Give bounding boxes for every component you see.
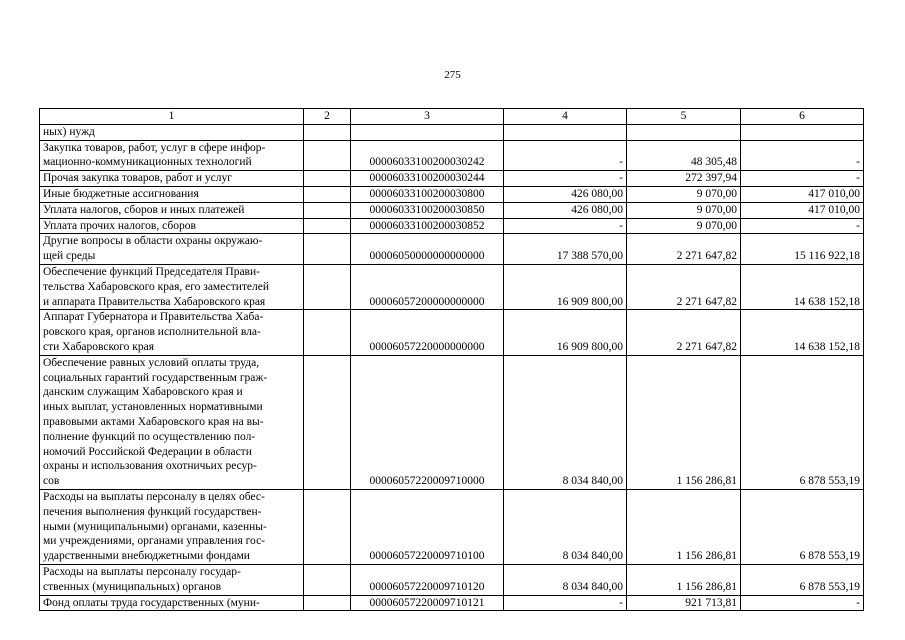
row-name-line: Иные бюджетные ассигнования [43, 187, 199, 200]
row-name-line: ударственными внебюджетными фондами [43, 550, 250, 563]
table-row [40, 489, 864, 564]
row-col2 [304, 124, 351, 140]
row-name-line: Уплата налогов, сборов и иных платежей [43, 203, 245, 216]
row-col2 [304, 186, 351, 202]
table-row [40, 140, 864, 171]
row-code: 00006057220009710000 [351, 355, 504, 489]
row-code: 00006033100200030242 [351, 140, 504, 171]
row-col2 [304, 264, 351, 309]
row-name-line: Обеспечение равных условий оплаты труда, [43, 356, 260, 369]
row-name-line: сов [43, 475, 60, 488]
table-row [40, 234, 864, 265]
row-code: 00006057220009710120 [351, 564, 504, 595]
row-col2 [304, 310, 351, 355]
row-name-line: сти Хабаровского края [43, 340, 155, 353]
row-col2 [304, 202, 351, 218]
row-value-5: 9 070,00 [627, 186, 741, 202]
row-name-line: печения выполнения функций государствен- [43, 505, 262, 518]
table-row [40, 202, 864, 218]
row-col2 [304, 218, 351, 234]
row-code: 00006057220000000000 [351, 310, 504, 355]
row-value-4: 426 080,00 [504, 202, 627, 218]
row-name-line: правовыми актами Хабаровского края на вы- [43, 415, 264, 428]
row-name-line: ными (муниципальными) органами, казенны- [43, 520, 267, 533]
row-name [40, 202, 304, 218]
table-row [40, 564, 864, 595]
row-value-5: 921 713,81 [627, 595, 741, 611]
row-value-5: 2 271 647,82 [627, 264, 741, 309]
row-value-5: 1 156 286,81 [627, 489, 741, 564]
row-name-line: Аппарат Губернатора и Правительства Хаба- [43, 311, 264, 324]
column-header: 5 [627, 109, 741, 125]
column-header: 2 [304, 109, 351, 125]
row-name-line: полнение функций по осуществлению пол- [43, 430, 256, 443]
row-value-6: 15 116 922,18 [741, 234, 864, 265]
row-value-4: 426 080,00 [504, 186, 627, 202]
row-value-6: - [741, 171, 864, 187]
table-row [40, 124, 864, 140]
row-value-4: 16 909 800,00 [504, 310, 627, 355]
row-value-6: - [741, 140, 864, 171]
table-row [40, 355, 864, 489]
row-code: 00006033100200030800 [351, 186, 504, 202]
row-value-4: - [504, 171, 627, 187]
row-name-line: Другие вопросы в области охраны окружаю- [43, 235, 263, 248]
table-row [40, 171, 864, 187]
row-col2 [304, 140, 351, 171]
row-value-4: - [504, 218, 627, 234]
row-name-line: щей среды [43, 250, 96, 263]
row-value-5: 48 305,48 [627, 140, 741, 171]
row-name-line: охраны и использования охотничьих ресур- [43, 460, 257, 473]
page-number: 275 [444, 69, 461, 81]
row-name-line: данским служащим Хабаровского края и [43, 386, 243, 399]
row-value-5: 9 070,00 [627, 218, 741, 234]
row-value-4: 8 034 840,00 [504, 564, 627, 595]
row-name-line: Уплата прочих налогов, сборов [43, 219, 196, 232]
row-code: 00006050000000000000 [351, 234, 504, 265]
row-value-4 [504, 124, 627, 140]
budget-table [39, 108, 864, 611]
row-value-6: 6 878 553,19 [741, 564, 864, 595]
row-name-line: социальных гарантий государственным граж- [43, 371, 268, 384]
row-value-4: 8 034 840,00 [504, 489, 627, 564]
column-header: 3 [351, 109, 504, 125]
row-value-5: 9 070,00 [627, 202, 741, 218]
row-name-line: Обеспечение функций Председателя Прави- [43, 265, 260, 278]
row-code: 00006033100200030852 [351, 218, 504, 234]
table-row [40, 264, 864, 309]
row-col2 [304, 171, 351, 187]
row-name [40, 218, 304, 234]
table-body [40, 124, 864, 611]
row-name-line: Фонд оплаты труда государственных (муни- [43, 596, 260, 609]
row-name-line: ровского края, органов исполнительной вла- [43, 326, 261, 339]
row-value-4: - [504, 140, 627, 171]
row-value-5: 2 271 647,82 [627, 310, 741, 355]
column-header: 6 [741, 109, 864, 125]
row-code: 00006033100200030244 [351, 171, 504, 187]
row-code: 00006033100200030850 [351, 202, 504, 218]
row-value-5: 2 271 647,82 [627, 234, 741, 265]
row-name [40, 234, 304, 265]
column-header: 1 [40, 109, 304, 125]
row-value-4: 16 909 800,00 [504, 264, 627, 309]
row-col2 [304, 489, 351, 564]
table-header-row [40, 109, 864, 125]
row-value-6: - [741, 218, 864, 234]
row-name [40, 489, 304, 564]
row-name [40, 355, 304, 489]
row-code: 00006057200000000000 [351, 264, 504, 309]
row-name-line: ственных (муниципальных) органов [43, 580, 222, 593]
row-name [40, 171, 304, 187]
row-name-line: иных выплат, установленных нормативными [43, 401, 263, 414]
row-name [40, 140, 304, 171]
row-name [40, 124, 304, 140]
row-name [40, 186, 304, 202]
row-name-line: номочий Российской Федерации в области [43, 445, 252, 458]
row-name [40, 310, 304, 355]
row-value-5: 1 156 286,81 [627, 355, 741, 489]
row-name-line: Расходы на выплаты персоналу в целях обес- [43, 490, 265, 503]
row-value-5: 272 397,94 [627, 171, 741, 187]
row-name-line: тельства Хабаровского края, его заместителей [43, 280, 270, 293]
row-value-6 [741, 124, 864, 140]
row-value-6: 14 638 152,18 [741, 264, 864, 309]
row-value-6: - [741, 595, 864, 611]
row-value-6: 14 638 152,18 [741, 310, 864, 355]
row-name-line: Закупка товаров, работ, услуг в сфере инфор- [43, 141, 266, 154]
row-col2 [304, 595, 351, 611]
row-name-line: Расходы на выплаты персоналу государ- [43, 565, 241, 578]
row-value-4: 8 034 840,00 [504, 355, 627, 489]
row-col2 [304, 564, 351, 595]
row-name [40, 595, 304, 611]
row-value-6: 417 010,00 [741, 186, 864, 202]
row-name [40, 564, 304, 595]
row-value-5 [627, 124, 741, 140]
row-value-5: 1 156 286,81 [627, 564, 741, 595]
table-row [40, 595, 864, 611]
row-name-line: и аппарата Правительства Хабаровского края [43, 295, 266, 308]
row-value-4: - [504, 595, 627, 611]
row-value-6: 417 010,00 [741, 202, 864, 218]
row-code: 00006057220009710121 [351, 595, 504, 611]
row-name-line: мационно-коммуникационных технологий [43, 156, 252, 169]
row-value-6: 6 878 553,19 [741, 489, 864, 564]
row-value-4: 17 388 570,00 [504, 234, 627, 265]
row-name [40, 264, 304, 309]
row-name-line: ных) нужд [43, 125, 95, 138]
table-row [40, 186, 864, 202]
column-header: 4 [504, 109, 627, 125]
table-row [40, 218, 864, 234]
row-code [351, 124, 504, 140]
row-col2 [304, 234, 351, 265]
row-code: 00006057220009710100 [351, 489, 504, 564]
row-name-line: Прочая закупка товаров, работ и услуг [43, 172, 232, 185]
row-name-line: ми учреждениями, органами управления гос- [43, 535, 266, 548]
row-col2 [304, 355, 351, 489]
table-row [40, 310, 864, 355]
row-value-6: 6 878 553,19 [741, 355, 864, 489]
